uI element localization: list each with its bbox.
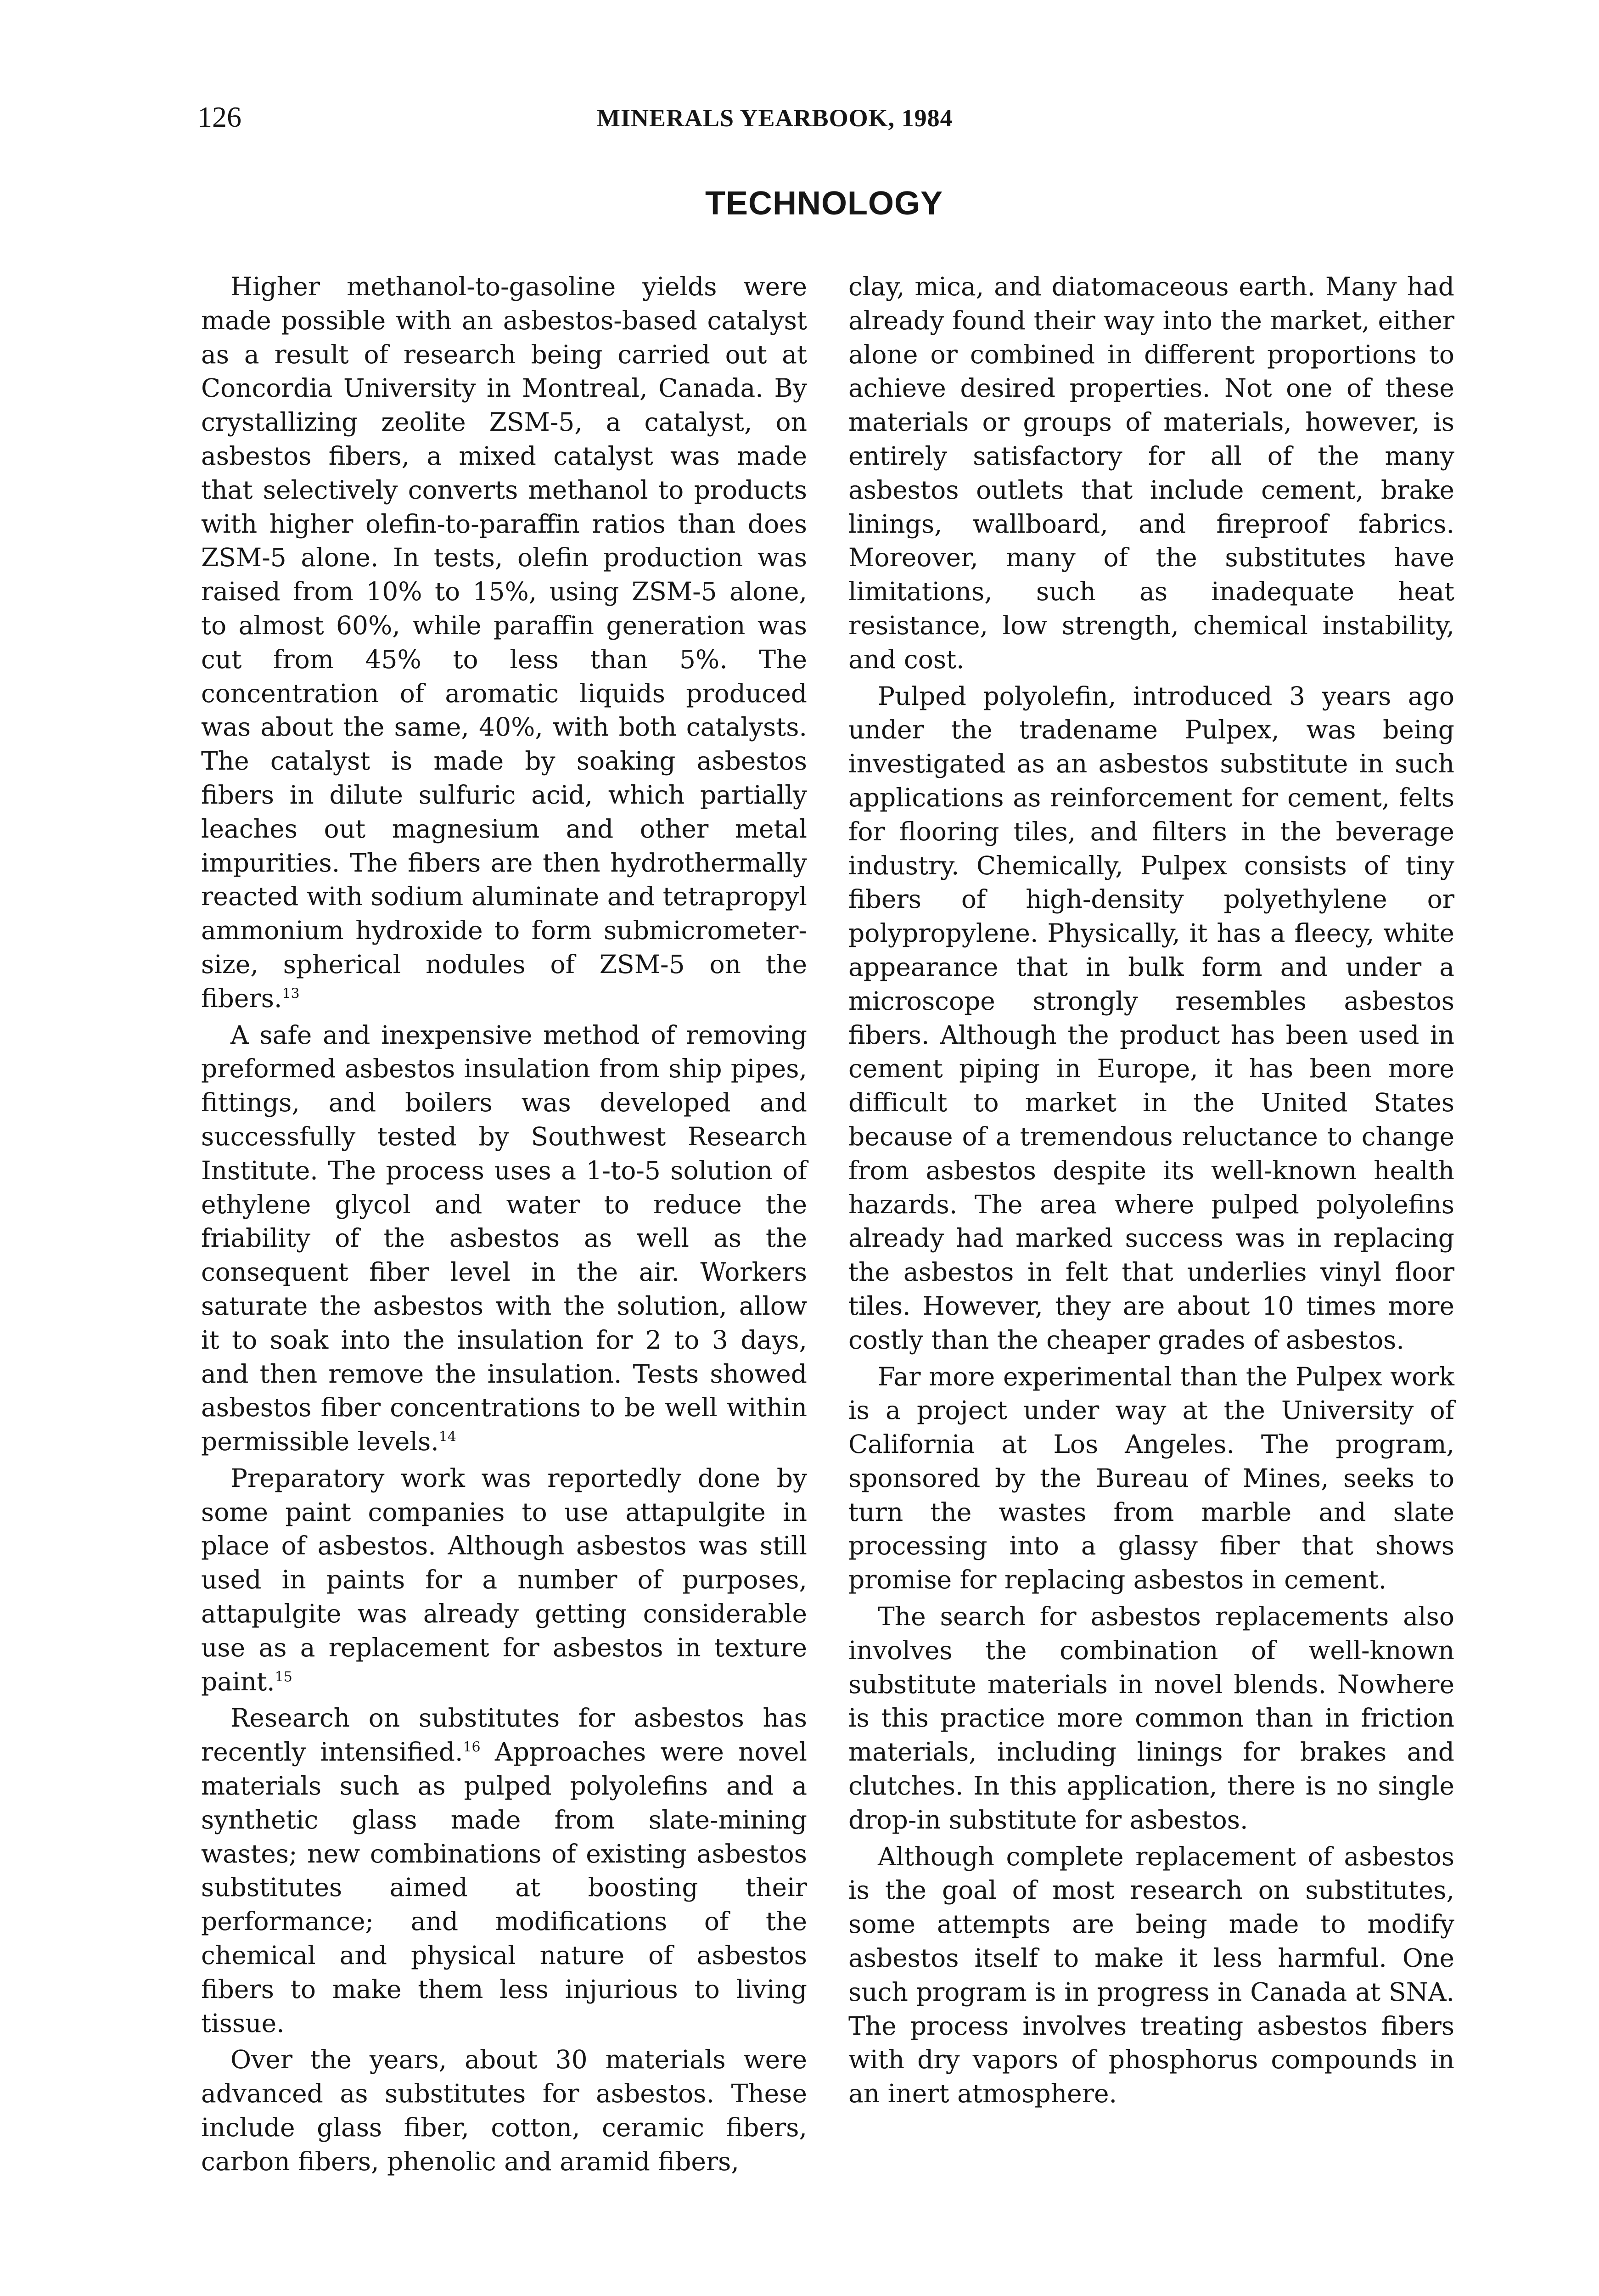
right-column [848, 270, 1454, 2114]
paragraph: The search for asbestos replacements also involves the combination of well-known substitute materials in novel blends. Nowhere is this practice more common than in friction materials, including linings for brakes and clutches. In this application, there is no single drop-in substitute for asbestos. [848, 1602, 1454, 1835]
footnote-ref: 15 [275, 1669, 292, 1685]
left-column [201, 270, 807, 2182]
running-title: MINERALS YEARBOOK, 1984 [597, 104, 953, 132]
paragraph: Far more experimental than the Pulpex work is a project under way at the University of California at Los Angeles. The program, sponsored by the Bureau of Mines, seeks to turn the wastes from marble and slate processing into a glassy fiber that shows promise for replacing asbestos in cement. [848, 1362, 1454, 1595]
paragraph: A safe and inexpensive method of removing preformed asbestos insulation from ship pipes, fittings, and boilers was developed and successfully tested by Southwest Research Institute. The process uses a 1-to-5 solution of ethylene glycol and water to reduce the friability of the asbestos as well as the consequent fiber level in the air. Workers saturate the asbestos with the solution, allow it to soak into the insulation for 2 to 3 days, and then remove the insulation. Tests showed asbestos fiber concentrations to be well within permissible levels.$^{14}$ [201, 1020, 807, 1457]
paragraph: Preparatory work was reportedly done by some paint companies to use attapulgite in place of asbestos. Although asbestos was still used in paints for a number of purposes, attapulgite was already getting considerable use as a replacement for asbestos in texture paint.$^{15}$ [201, 1463, 807, 1696]
footnote-ref: 13 [282, 985, 300, 1002]
paragraph: Higher methanol-to-gasoline yields were made possible with an asbestos-based catalyst as a result of research being carried out at Concordia University in Montreal, Canada. By crystallizing zeolite ZSM-5, a catalyst, on asbestos fibers, a mixed catalyst was made that selectively converts methanol to products with higher olefin-to-paraffin ratios than does ZSM-5 alone. In tests, olefin production was raised from 10% to 15%, using ZSM-5 alone, to almost 60%, while paraffin generation was cut from 45% to less than 5%. The concentration of aromatic liquids produced was about the same, 40%, with both catalysts. The catalyst is made by soaking asbestos fibers in dilute sulfuric acid, which partially leaches out magnesium and other metal impurities. The fibers are then hydrothermally reacted with sodium aluminate and tetrapropyl ammonium hydroxide to form submicrometer-size, spherical nodules of ZSM-5 on the fibers.$^{13}$ [201, 272, 807, 1013]
paragraph: Although complete replacement of asbestos is the goal of most research on substitutes, some attempts are being made to modify asbestos itself to make it less harmful. One such program is in progress in Canada at SNA. The process involves treating asbestos fibers with dry vapors of phosphorus compounds in an inert atmosphere. [848, 1841, 1454, 2109]
section-title: TECHNOLOGY [705, 185, 943, 222]
paragraph: Over the years, about 30 materials were advanced as substitutes for asbestos. These include glass fiber, cotton, ceramic fibers, carbon fibers, phenolic and aramid fibers, [201, 2045, 807, 2176]
paragraph: Research on substitutes for asbestos has recently intensified.$^{16}$ Approaches were novel materials such as pulped polyolefins and a synthetic glass made from slate-mining wastes; new combinations of existing asbestos substitutes aimed at boosting their performance; and modifications of the chemical and physical nature of asbestos fibers to make them less injurious to living tissue. [201, 1703, 807, 2038]
paragraph-continued: clay, mica, and diatomaceous earth. Many had already found their way into the market, either alone or combined in different proportions to achieve desired properties. Not one of these materials or groups of materials, however, is entirely satisfactory for all of the many asbestos outlets that include cement, brake linings, wallboard, and fireproof fabrics. Moreover, many of the substitutes have limitations, such as inadequate heat resistance, low strength, chemical instability, and cost. [848, 272, 1454, 674]
footnote-ref: 16 [463, 1739, 481, 1756]
page-number: 126 [197, 101, 241, 133]
footnote-ref: 14 [438, 1429, 456, 1445]
paragraph: Pulped polyolefin, introduced 3 years ago under the tradename Pulpex, was being investigated as an asbestos substitute in such applications as reinforcement for cement, felts for flooring tiles, and filters in the beverage industry. Chemically, Pulpex consists of tiny fibers of high-density polyethylene or polypropylene. Physically, it has a fleecy, white appearance that in bulk form and under a microscope strongly resembles asbestos fibers. Although the product has been used in cement piping in Europe, it has been more difficult to market in the United States because of a tremendous reluctance to change from asbestos despite its well-known health hazards. The area where pulped polyolefins already had marked success was in replacing the asbestos in felt that underlies vinyl floor tiles. However, they are about 10 times more costly than the cheaper grades of asbestos. [848, 681, 1454, 1355]
